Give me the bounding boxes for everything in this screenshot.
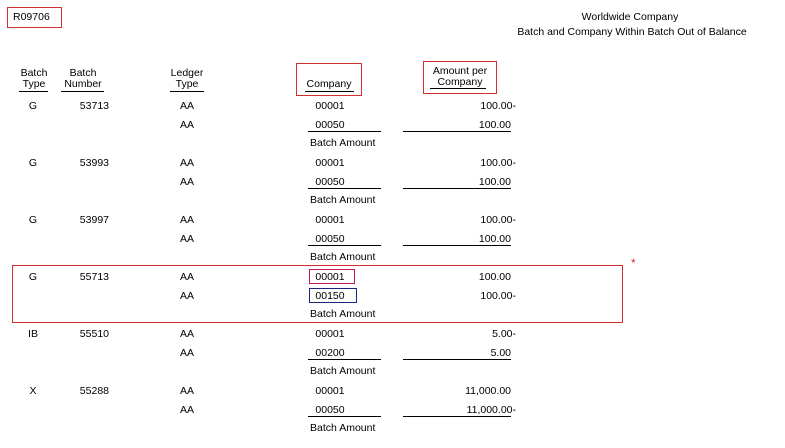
company-code: 00050 [315, 119, 345, 131]
total-rule [308, 188, 381, 189]
batch-number: 53997 [79, 214, 109, 226]
company-code: 00001 [315, 157, 345, 169]
company-amount: 100.00- [480, 100, 516, 112]
company-amount: 100.00- [480, 290, 516, 302]
company-amount: 100.00 [478, 176, 511, 188]
col-header-amount-line2: Company [437, 76, 483, 88]
batch-number: 55510 [79, 328, 109, 340]
col-header-underline [305, 91, 354, 92]
col-header-batch-number-line1: Batch [69, 67, 97, 79]
batch-type: IB [28, 328, 38, 340]
batch-amount-label: Batch Amount [310, 137, 376, 149]
batch-type: G [28, 271, 38, 283]
total-rule [308, 245, 381, 246]
col-header-amount-line1: Amount per [432, 65, 488, 77]
batch-group [0, 154, 785, 211]
batch-number: 55713 [79, 271, 109, 283]
col-header-batch-type [16, 68, 52, 90]
col-header-underline [170, 91, 204, 92]
batch-group [0, 211, 785, 268]
total-rule [403, 131, 511, 132]
total-rule [308, 416, 381, 417]
col-header-amount-per-company [424, 66, 496, 88]
col-header-underline [61, 91, 104, 92]
batch-number: 53993 [79, 157, 109, 169]
total-rule [403, 416, 511, 417]
col-header-company: Company [306, 78, 352, 90]
report-id: R09706 [13, 11, 50, 23]
total-rule [403, 359, 511, 360]
col-header-batch-number [60, 68, 106, 90]
company-amount: 5.00- [492, 328, 516, 340]
company-amount: 100.00 [478, 119, 511, 131]
company-code: 00001 [315, 271, 345, 283]
col-header-batch-type-line1: Batch [20, 67, 48, 79]
col-header-ledger-type-line2: Type [175, 78, 199, 90]
col-header-underline [19, 91, 48, 92]
ledger-type: AA [179, 347, 194, 359]
total-rule [403, 188, 511, 189]
batch-number: 55288 [79, 385, 109, 397]
batch-type: G [28, 214, 38, 226]
batch-type: X [29, 385, 37, 397]
ledger-type: AA [179, 328, 194, 340]
ledger-type: AA [179, 290, 194, 302]
batch-type: G [28, 100, 38, 112]
batch-amount-label: Batch Amount [310, 308, 376, 320]
batch-amount-label: Batch Amount [310, 194, 376, 206]
batch-group [0, 325, 785, 382]
batch-group [0, 268, 785, 325]
ledger-type: AA [179, 176, 194, 188]
col-header-underline [430, 88, 486, 89]
batch-amount-label: Batch Amount [310, 365, 376, 377]
col-header-batch-type-line2: Type [22, 78, 46, 90]
ledger-type: AA [179, 119, 194, 131]
col-header-batch-number-line2: Number [64, 78, 102, 90]
batch-group [0, 97, 785, 154]
out-of-balance-marker: * [631, 256, 636, 270]
company-amount: 100.00- [480, 214, 516, 226]
company-code: 00200 [315, 347, 345, 359]
total-rule [403, 245, 511, 246]
batch-amount-label: Batch Amount [310, 251, 376, 263]
company-amount: 11,000.00- [466, 404, 516, 416]
batch-number: 53713 [79, 100, 109, 112]
company-amount: 5.00 [490, 347, 511, 359]
company-code: 00050 [315, 233, 345, 245]
total-rule [308, 359, 381, 360]
total-rule [308, 131, 381, 132]
report-title: Batch and Company Within Batch Out of Balance [517, 26, 747, 38]
company-name: Worldwide Company [581, 11, 679, 23]
company-code: 00001 [315, 328, 345, 340]
company-amount: 100.00 [478, 271, 511, 283]
col-header-ledger-type-line1: Ledger [170, 67, 204, 79]
company-amount: 100.00- [480, 157, 516, 169]
ledger-type: AA [179, 404, 194, 416]
company-amount: 11,000.00 [465, 385, 511, 397]
company-code: 00001 [315, 100, 345, 112]
company-code: 00050 [315, 404, 345, 416]
company-code: 00001 [315, 385, 345, 397]
col-header-ledger-type [164, 68, 210, 90]
ledger-type: AA [179, 233, 194, 245]
company-code: 00150 [315, 290, 345, 302]
ledger-type: AA [179, 100, 194, 112]
batch-amount-label: Batch Amount [310, 422, 376, 434]
batch-group [0, 382, 785, 439]
ledger-type: AA [179, 385, 194, 397]
ledger-type: AA [179, 157, 194, 169]
ledger-type: AA [179, 271, 194, 283]
ledger-type: AA [179, 214, 194, 226]
company-amount: 100.00 [478, 233, 511, 245]
company-code: 00050 [315, 176, 345, 188]
batch-type: G [28, 157, 38, 169]
company-code: 00001 [315, 214, 345, 226]
